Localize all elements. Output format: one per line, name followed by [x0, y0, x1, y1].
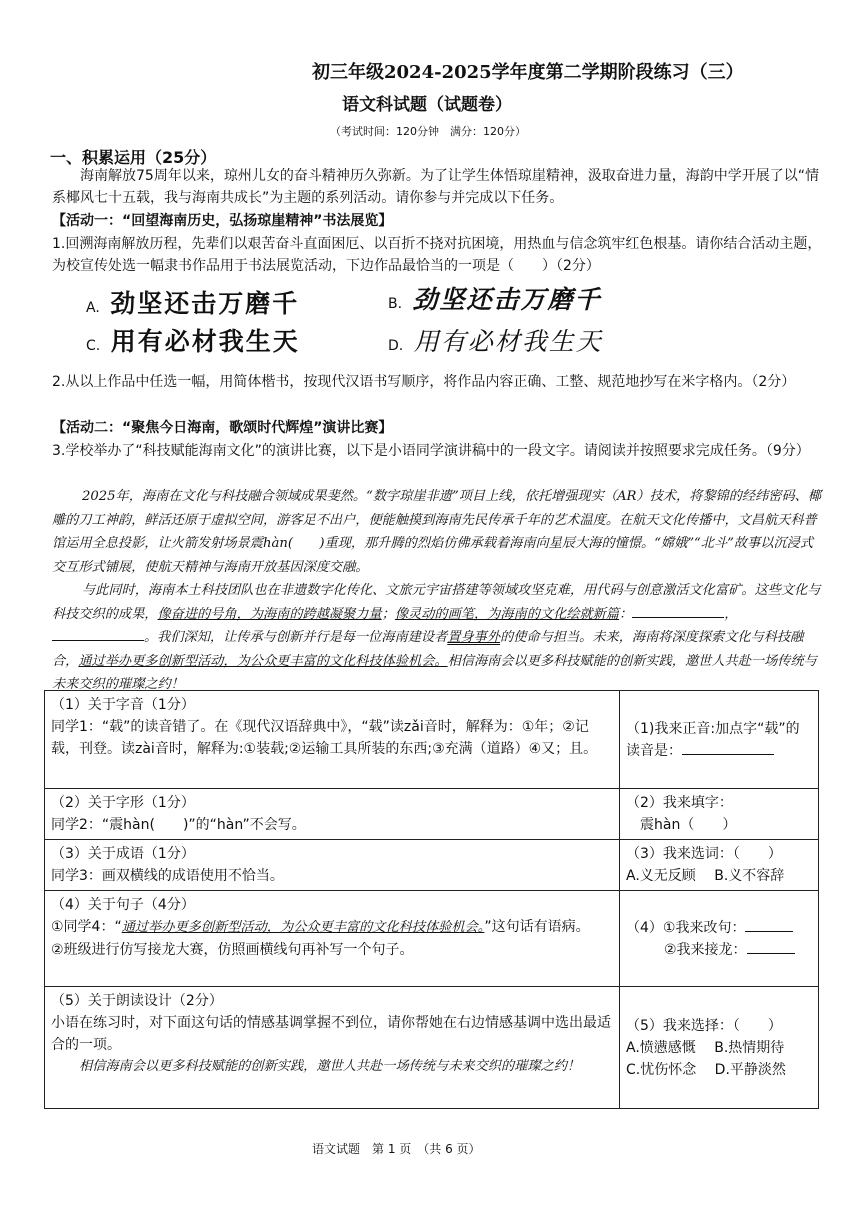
- row4-title: （4）关于句子（4分）: [51, 897, 195, 913]
- row1-body: 同学1：“载”的读音错了。在《现代汉语辞典中》，“载”读zǎi音时，解释为：①年；②记载，刊登。读zài音时，解释为:①装载;②运输工具所装的东西;③充满（道路）④又；且。: [51, 719, 598, 757]
- page-footer: 语文试题 第 1 页 （共 6 页）: [312, 1142, 481, 1156]
- double-underlined-idiom: 置身事外: [447, 630, 501, 645]
- question-3: 3.学校举办了“科技赋能海南文化”的演讲比赛，以下是小语同学演讲稿中的一段文字。请阅读并按照要求完成任务。（9分）: [52, 443, 810, 459]
- row3-title: （3）关于成语（1分）: [51, 846, 195, 862]
- row3-choices: A.义无反顾 B.义不容辞: [626, 868, 785, 884]
- row4-left: [45, 891, 620, 987]
- row2-title: （2）关于字形（1分）: [51, 795, 195, 811]
- row1-left: [45, 691, 620, 789]
- section-heading: 一、积累运用（25分）: [50, 148, 217, 167]
- row1-answer-prompt: （1)我来正音:加点字“载”的读音是：: [626, 720, 800, 759]
- exam-title: 初三年级2024-2025学年度第二学期阶段练习（三）: [312, 62, 744, 83]
- row2-right: [620, 789, 819, 840]
- table-row: [45, 789, 819, 840]
- option-d: [388, 322, 603, 358]
- underlined-sentence-3: 通过举办更多创新型活动，为公众更丰富的文化科技体验机会。: [78, 653, 448, 669]
- p2-text-a: 与此同时，海南本土科技团队也在非遗数字化传化、文旅元宇宙搭建等领域攻坚克难，用代码与创意激活文化富矿。这些文化与科技交织的成果，: [52, 583, 821, 622]
- relay-blank[interactable]: [747, 939, 795, 954]
- row2-fill-blank[interactable]: 震hàn（ ）: [640, 817, 737, 833]
- row4-relay: [626, 939, 812, 961]
- row4-revise-label: （4）①我来改句：: [626, 919, 746, 936]
- option-b-calligraphy: 劲坚还击万磨千: [412, 285, 602, 314]
- option-c-letter: C.: [86, 338, 101, 354]
- question-1: 1.回溯海南解放历程，先辈们以艰苦奋斗直面困厄、以百折不挠对抗困境，用热血与信念筑牢红色根基。请你结合活动主题，为校宣传处选一幅隶书作品用于书法展览活动，下边作品最恰当的一项是（ ）（2分）: [52, 236, 822, 274]
- row2-prompt: （2）我来填字：: [626, 795, 733, 811]
- p2-text-d: 相信海南会以更多科技赋能的创新实践，邀世人共赴一场传统与未来交织的璀璨之约！: [52, 653, 817, 692]
- row4-body: [51, 916, 613, 939]
- row4-lead: ①同学4：“: [51, 919, 122, 935]
- row5-body: 小语在练习时，对下面这句话的情感基调掌握不到位，请你帮她在右边情感基调中选出最适合的一项。: [51, 1015, 611, 1053]
- row5-title: （5）关于朗读设计（2分）: [51, 993, 223, 1009]
- underlined-sentence-2: 像灵动的画笔，为海南的文化绘就新篇: [394, 606, 620, 622]
- row5-prompt[interactable]: （5）我来选择：（ ）: [626, 1017, 782, 1034]
- table-row: [45, 891, 819, 987]
- underlined-sentence-1: 像奋进的号角，为海南的跨越凝聚力量: [157, 606, 382, 622]
- row4-relay-label: ②我来接龙：: [664, 941, 747, 958]
- row3-right: [620, 840, 819, 891]
- exam-subtitle: 语文科试题（试题卷）: [342, 95, 512, 115]
- option-d-letter: D.: [388, 338, 404, 354]
- p2-text-c: 的使命与担当。未来，海南将深度探索文化与科技融合，: [52, 630, 804, 669]
- option-a: [86, 284, 299, 320]
- p2-text-b: 。我们深知，让传承与创新并行是每一位海南建设者: [144, 630, 448, 645]
- exam-time-info: （考试时间：120分钟 满分：120分）: [330, 125, 526, 138]
- activity1-title: 【活动一：“回望海南历史，弘扬琼崖精神”书法展览】: [52, 213, 393, 229]
- speech-paragraph-1: 2025年，海南在文化与科技融合领域成果斐然。“数字琼崖非遗”项目上线，依托增强现实（AR）技术，将黎锦的经纬密码、椰雕的刀工神韵，鲜活还原于虚拟空间，游客足不出户，便能触摸到海南先民传承千年的艺术温度。在航天文化传播中，文昌航天科普馆运用全息投影，让火箭发射场景震hàn( )重现，那升腾的烈焰仿佛承载着海南向星辰大海的憧憬。“嫦娥”“北斗”故事以沉浸式交互形式铺展，使航天精神与海南开放基因深度交融。: [52, 489, 822, 575]
- row1-right: [620, 691, 819, 789]
- section-intro: 海南解放75周年以来，琼州儿女的奋斗精神历久弥新。为了让学生体悟琼崖精神，汲取奋进力量，海韵中学开展了以“情系椰风七十五载，我与海南共成长”为主题的系列活动。请你参与并完成以下任务。: [52, 168, 820, 206]
- row1-title: （1）关于字音（1分）: [51, 697, 195, 713]
- activity2-title: 【活动二：“聚焦今日海南，歌颂时代辉煌”演讲比赛】: [52, 420, 393, 436]
- row3-body: 同学3：画双横线的成语使用不恰当。: [51, 868, 284, 884]
- option-a-calligraphy: 劲坚还击万磨千: [110, 289, 300, 318]
- row4-revise: [626, 917, 812, 939]
- row4-trail: ”这句话有语病。: [484, 919, 590, 935]
- row4-right: [620, 891, 819, 987]
- option-c: [86, 322, 300, 358]
- table-row: [45, 987, 819, 1109]
- option-b-letter: B.: [388, 296, 403, 312]
- row3-prompt[interactable]: （3）我来选词：（ ）: [626, 846, 782, 862]
- row2-left: [45, 789, 620, 840]
- row5-choices-cd: C.忧伤怀念 D.平静淡然: [626, 1061, 786, 1078]
- revise-blank[interactable]: [745, 917, 793, 932]
- row4-task2: ②班级进行仿写接龙大赛，仿照画横线句再补写一个句子。: [51, 942, 414, 958]
- table-row: [45, 840, 819, 891]
- speech-paragraph-2: 与此同时，海南本土科技团队也在非遗数字化传化、文旅元宇宙搭建等领域攻坚克难，用代码与创意激活文化富矿。这些文化与科技交织的成果，像奋进的号角，为海南的跨越凝聚力量；像灵动的画笔，为海南的文化绘就新篇： ，。我们深知，让传承与创新并行是每一位海南建设者置身事外的使命与担当。未来，海南将深度探索文化与科技融合，通过举办更多创新型活动，为公众更丰富的文化科技体验机会。相信海南会以更多科技赋能的创新实践，邀世人共赴一场传统与未来交织的璀璨之约！: [52, 583, 821, 692]
- row5-left: [45, 987, 620, 1109]
- pronunciation-answer-blank[interactable]: [682, 740, 774, 755]
- row5-quote: 相信海南会以更多科技赋能的创新实践，邀世人共赴一场传统与未来交织的璀璨之约！: [79, 1059, 581, 1074]
- blank-1[interactable]: [632, 603, 724, 618]
- p2-separator: ；: [381, 606, 395, 622]
- task-table: [44, 690, 819, 1109]
- option-b: [388, 280, 602, 316]
- row5-choices-ab: A.愤懑感慨 B.热情期待: [626, 1039, 785, 1056]
- option-d-calligraphy: 用有必材我生天: [413, 327, 603, 356]
- table-row: [45, 691, 819, 789]
- row3-left: [45, 840, 620, 891]
- option-a-letter: A.: [86, 300, 100, 316]
- row5-right: [620, 987, 819, 1109]
- row2-body: 同学2：“震hàn( )”的“hàn”不会写。: [51, 817, 306, 833]
- question-2: 2.从以上作品中任选一幅，用简体楷书，按现代汉语书写顺序，将作品内容正确、工整、规范地抄写在米字格内。（2分）: [52, 374, 796, 390]
- option-c-calligraphy: 用有必材我生天: [110, 327, 300, 356]
- row4-quote: 通过举办更多创新型活动，为公众更丰富的文化科技体验机会。: [121, 920, 485, 935]
- blank-2[interactable]: [52, 626, 144, 641]
